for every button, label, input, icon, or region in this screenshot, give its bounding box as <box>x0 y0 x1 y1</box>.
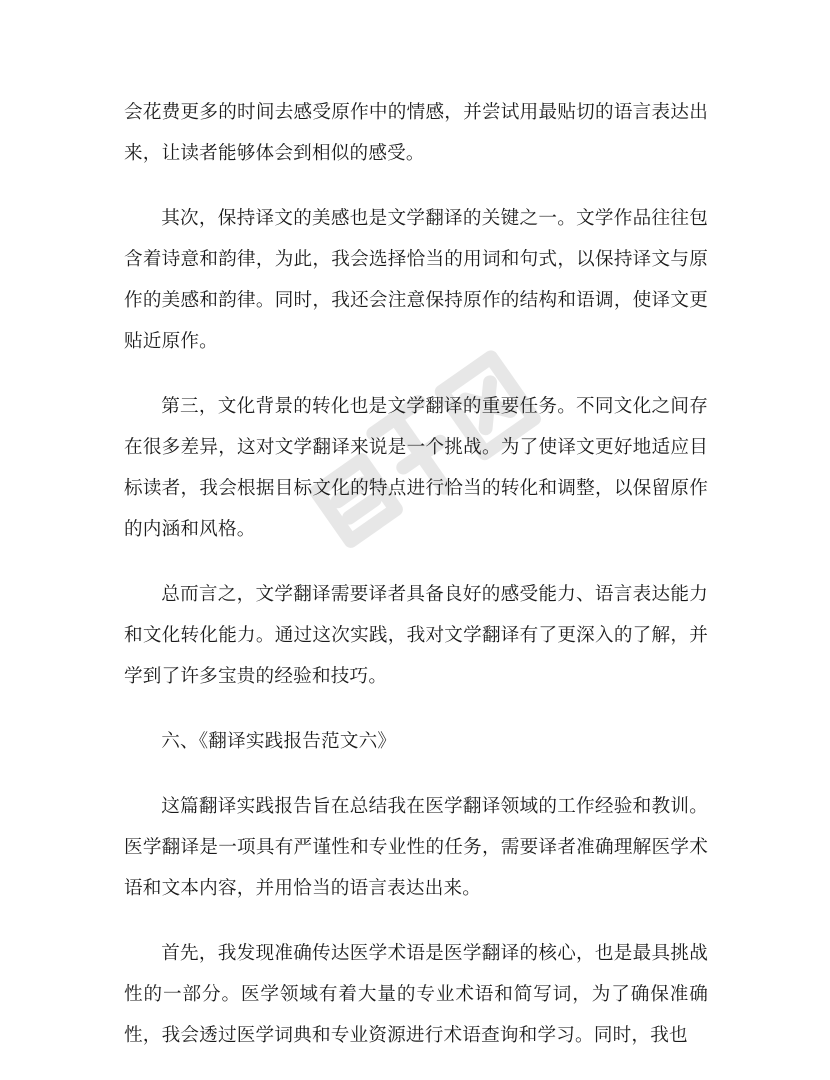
document-body <box>124 92 708 1080</box>
paragraph-cultural-background: 第三，文化背景的转化也是文学翻译的重要任务。不同文化之间存在很多差异，这对文学翻译来说是一个挑战。为了使译文更好地适应目标读者，我会根据目标文化的特点进行恰当的转化和调整，以保留原作的内涵和风格。 <box>124 396 708 540</box>
paragraph-medical-intro: 这篇翻译实践报告旨在总结我在医学翻译领域的工作经验和教训。医学翻译是一项具有严谨性和专业性的任务，需要译者准确理解医学术语和文本内容，并用恰当的语言表达出来。 <box>124 796 708 899</box>
paragraph-medical-terminology: 首先，我发现准确传达医学术语是医学翻译的核心，也是最具挑战性的一部分。医学领域有着大量的专业术语和简写词，为了确保准确性，我会透过医学词典和专业资源进行术语查询和学习。同时，我也 <box>124 943 708 1046</box>
paragraph-translation-aesthetics: 其次，保持译文的美感也是文学翻译的关键之一。文学作品往往包含着诗意和韵律，为此，我会选择恰当的用词和句式，以保持译文与原作的美感和韵律。同时，我还会注意保持原作的结构和语调，使译文更贴近原作。 <box>124 208 708 352</box>
section-heading-sample-six: 六、《翻译实践报告范文六》 <box>161 731 397 752</box>
paragraph-summary: 总而言之，文学翻译需要译者具备良好的感受能力、语言表达能力和文化转化能力。通过这次实践，我对文学翻译有了更深入的了解，并学到了许多宝贵的经验和技巧。 <box>124 584 708 687</box>
paragraph-continuation: 会花费更多的时间去感受原作中的情感，并尝试用最贴切的语言表达出来，让读者能够体会到相似的感受。 <box>124 102 708 164</box>
